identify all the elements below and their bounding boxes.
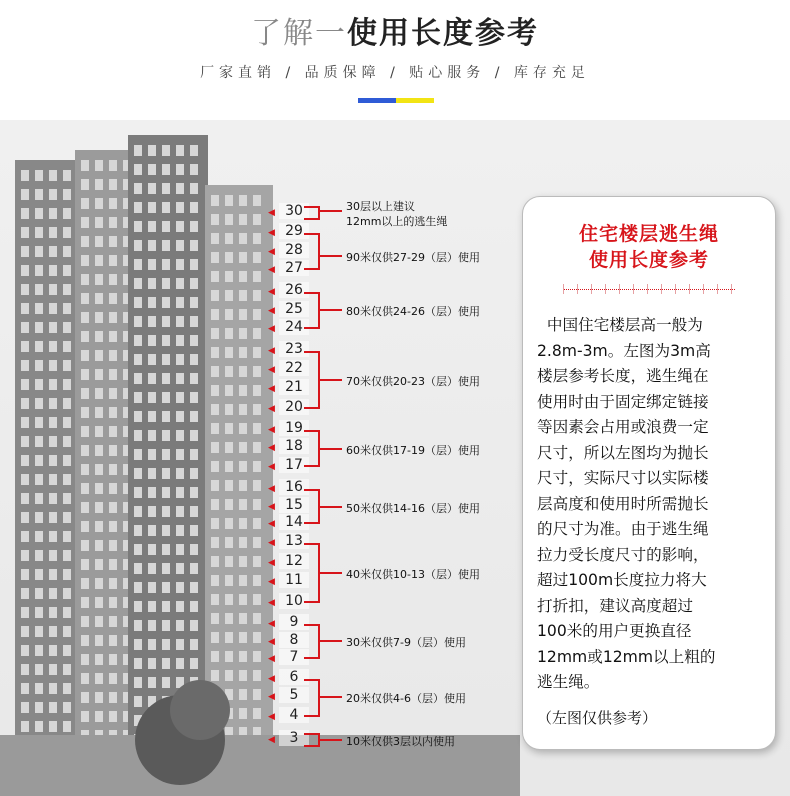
arrow-icon: ◀	[268, 404, 275, 414]
range-bracket	[304, 733, 320, 747]
arrow-icon: ◀	[268, 346, 275, 356]
arrow-icon: ◀	[268, 577, 275, 587]
range-label: 20米仅供4-6（层）使用	[346, 692, 466, 705]
floor-number: 19	[279, 420, 309, 436]
range-bracket	[304, 679, 320, 717]
floor-number: 21	[279, 379, 309, 395]
floor-number: 30	[279, 203, 309, 219]
divider-tick	[577, 284, 578, 294]
arrow-icon: ◀	[268, 384, 275, 394]
range-label: 10米仅供3层以内使用	[346, 735, 455, 748]
divider-tick	[703, 284, 704, 294]
card-body: 中国住宅楼层高一般为 2.8m-3m。左图为3m高 楼层参考长度，逃生绳在 使用时由于固定绑定链接 等因素会占用或浪费一定 尺寸，所以左图均为抛长 尺寸，实际尺寸以实际楼 层高度和使用时所需抛长 的尺寸为准。由于逃生绳 拉力受长度尺寸的影响， 超过100m长度拉力将大 打折扣，建议高度超过 100米的用户更换直径 12mm或12mm以上粗的 逃生绳。	[537, 316, 716, 691]
range-label: 90米仅供27-29（层）使用	[346, 251, 480, 264]
range-label: 30米仅供7-9（层）使用	[346, 636, 466, 649]
floor-number: 9	[279, 614, 309, 630]
arrow-icon: ◀	[268, 674, 275, 684]
divider-tick	[633, 284, 634, 294]
range-pointer	[320, 640, 342, 642]
title-prefix: 了解一	[251, 16, 347, 51]
arrow-icon: ◀	[268, 484, 275, 494]
range-pointer	[320, 696, 342, 698]
range-bracket	[304, 543, 320, 603]
info-card	[522, 196, 776, 750]
range-label-line2: 12mm以上的逃生绳	[346, 215, 448, 228]
range-bracket	[304, 624, 320, 659]
arrow-icon: ◀	[268, 692, 275, 702]
range-bracket	[304, 351, 320, 409]
floor-number: 20	[279, 399, 309, 415]
range-label: 30层以上建议	[346, 200, 415, 213]
arrow-icon: ◀	[268, 265, 275, 275]
floor-number: 22	[279, 360, 309, 376]
divider-tick	[689, 284, 690, 294]
floor-number: 12	[279, 553, 309, 569]
divider-tick	[675, 284, 676, 294]
range-label: 60米仅供17-19（层）使用	[346, 444, 480, 457]
floor-number: 25	[279, 301, 309, 317]
floor-number: 10	[279, 593, 309, 609]
floor-number: 17	[279, 457, 309, 473]
arrow-icon: ◀	[268, 502, 275, 512]
range-label: 40米仅供10-13（层）使用	[346, 568, 480, 581]
range-pointer	[320, 572, 342, 574]
range-pointer	[320, 309, 342, 311]
arrow-icon: ◀	[268, 619, 275, 629]
range-pointer	[320, 255, 342, 257]
range-pointer	[320, 506, 342, 508]
floor-number: 27	[279, 260, 309, 276]
divider-tick	[717, 284, 718, 294]
card-title-line2: 使用长度参考	[588, 249, 709, 271]
divider-tick	[563, 284, 564, 294]
floor-number: 4	[279, 707, 309, 723]
floor-number: 24	[279, 319, 309, 335]
divider-tick	[605, 284, 606, 294]
range-label: 50米仅供14-16（层）使用	[346, 502, 480, 515]
floor-number: 28	[279, 242, 309, 258]
range-bracket	[304, 430, 320, 467]
page-subtitle: 厂家直销 / 品质保障 / 贴心服务 / 库存充足	[200, 65, 590, 81]
range-pointer	[320, 210, 342, 212]
floor-number: 5	[279, 687, 309, 703]
arrow-icon: ◀	[268, 208, 275, 218]
arrow-icon: ◀	[268, 365, 275, 375]
floor-number: 26	[279, 282, 309, 298]
arrow-icon: ◀	[268, 425, 275, 435]
range-bracket	[304, 292, 320, 329]
divider-tick	[619, 284, 620, 294]
range-pointer	[320, 739, 342, 741]
range-label: 80米仅供24-26（层）使用	[346, 305, 480, 318]
range-bracket	[304, 489, 320, 524]
range-label: 70米仅供20-23（层）使用	[346, 375, 480, 388]
floor-number: 14	[279, 514, 309, 530]
arrow-icon: ◀	[268, 598, 275, 608]
floor-number: 13	[279, 533, 309, 549]
arrow-icon: ◀	[268, 462, 275, 472]
arrow-icon: ◀	[268, 712, 275, 722]
arrow-icon: ◀	[268, 443, 275, 453]
arrow-icon: ◀	[268, 637, 275, 647]
arrow-icon: ◀	[268, 324, 275, 334]
floor-number: 23	[279, 341, 309, 357]
arrow-icon: ◀	[268, 287, 275, 297]
floor-number: 8	[279, 632, 309, 648]
divider-tick	[591, 284, 592, 294]
divider-tick	[647, 284, 648, 294]
floor-number: 6	[279, 669, 309, 685]
range-pointer	[320, 379, 342, 381]
arrow-icon: ◀	[268, 306, 275, 316]
divider-tick	[731, 284, 732, 294]
arrow-icon: ◀	[268, 558, 275, 568]
range-bracket	[304, 233, 320, 270]
range-bracket	[304, 206, 320, 220]
floor-number: 3	[279, 730, 309, 746]
floor-number: 16	[279, 479, 309, 495]
range-pointer	[320, 448, 342, 450]
divider-tick	[661, 284, 662, 294]
title-main: 使用长度参考	[347, 16, 539, 51]
floor-number: 11	[279, 572, 309, 588]
arrow-icon: ◀	[268, 654, 275, 664]
arrow-icon: ◀	[268, 247, 275, 257]
arrow-icon: ◀	[268, 735, 275, 745]
arrow-icon: ◀	[268, 519, 275, 529]
floor-number: 29	[279, 223, 309, 239]
card-note: （左图仅供参考）	[537, 709, 658, 727]
card-title-line1: 住宅楼层逃生绳	[578, 223, 719, 245]
floor-number: 15	[279, 497, 309, 513]
arrow-icon: ◀	[268, 228, 275, 238]
decorative-divider	[563, 289, 735, 296]
floor-number: 18	[279, 438, 309, 454]
floor-number: 7	[279, 649, 309, 665]
arrow-icon: ◀	[268, 538, 275, 548]
